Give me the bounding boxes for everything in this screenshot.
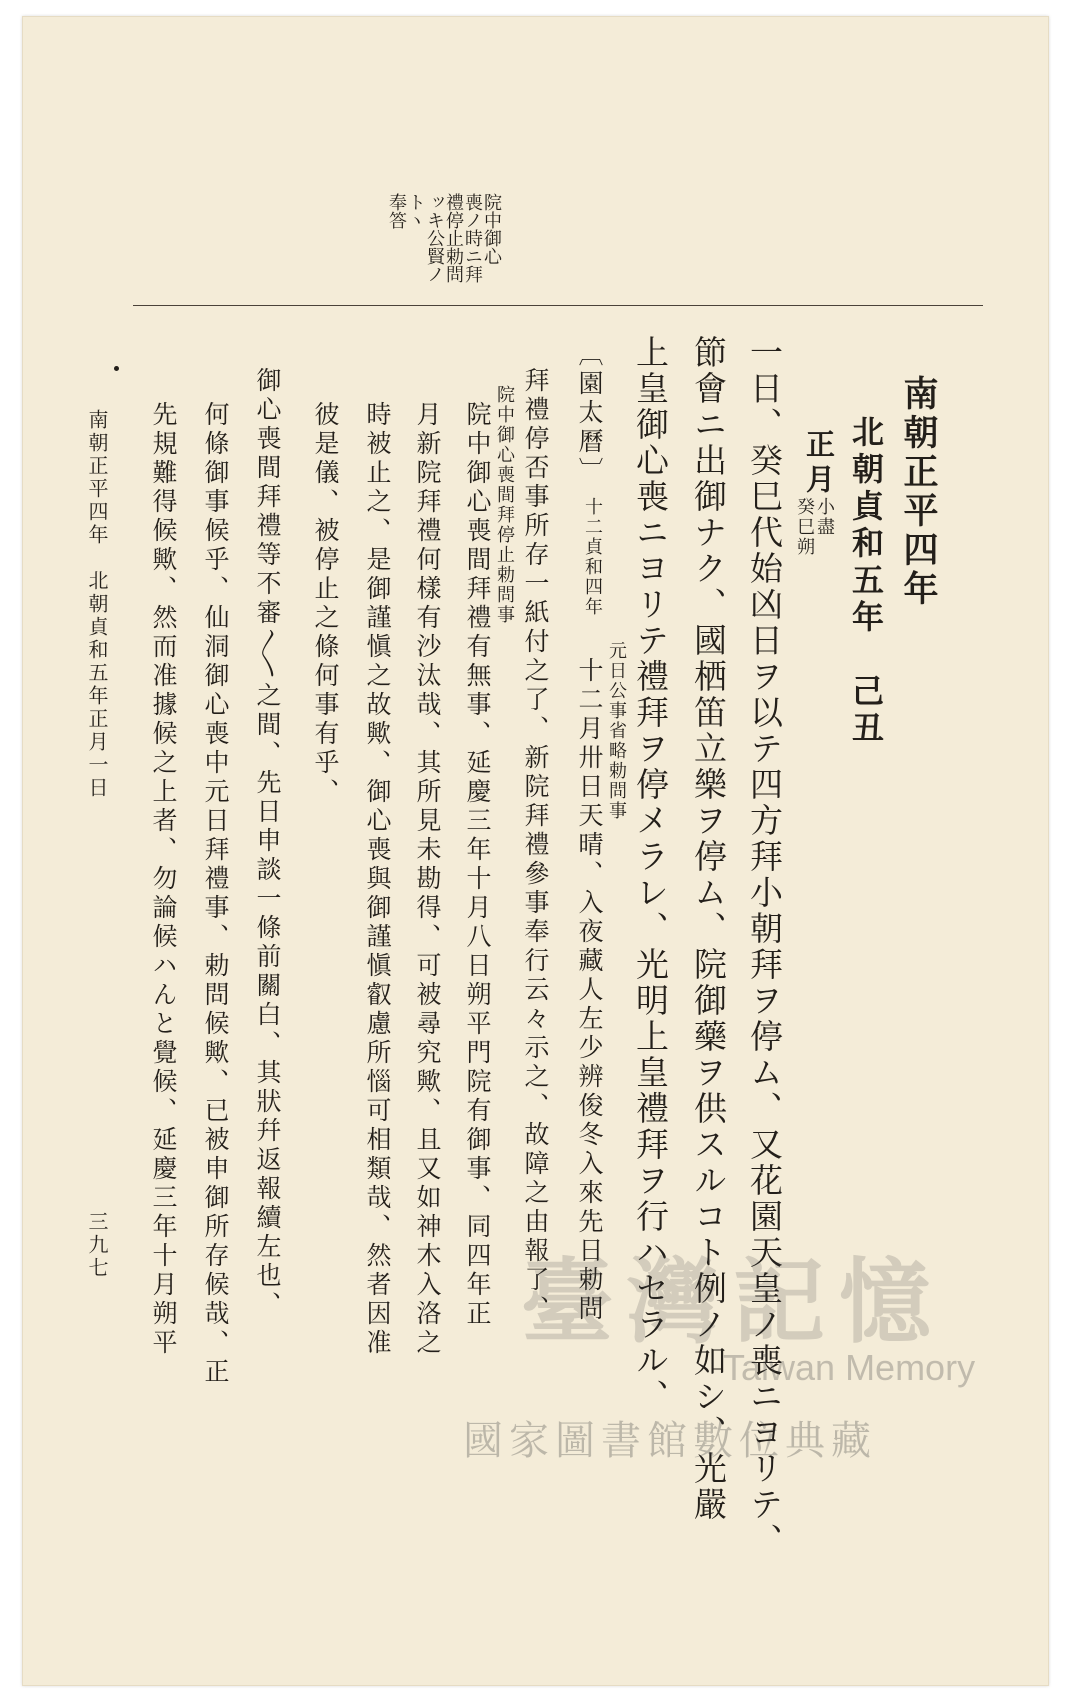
entry-column-9: 彼是儀、被停止之條何事有乎、 (311, 401, 340, 807)
header-rule (133, 305, 983, 306)
margin-note-col (463, 193, 482, 303)
margin-dot (114, 366, 119, 371)
margin-note-line-2: 喪ノ時ニ拜 (462, 193, 483, 283)
month-note: 小盡 (814, 497, 835, 537)
watermark-chinese: 國家圖書館數位典藏 (463, 1418, 877, 1464)
entry-column-1: 一日、癸巳代始凶日ヲ以テ四方拜小朝拜ヲ停ム、又花園天皇ノ喪ニヨリテ、 (745, 335, 784, 1559)
citation: 〔園太曆〕 (575, 341, 604, 486)
entry-column-6: 院中御心喪間拜禮有無事、延慶三年十月八日朔平門院有御事、同四年正 (463, 401, 492, 1329)
entry-column-5: 拜禮停否事所存一紙付之了、新院拜禮參事奉行云々示之、故障之由報了、 (521, 367, 550, 1324)
entry-column-8: 時被止之、是御謹愼之故歟、御心喪與御謹愼叡慮所惱可相類哉、然者因准 (363, 401, 392, 1358)
entry-column-3: 上皇御心喪ニヨリテ禮拜ヲ停メラレ、光明上皇禮拜ヲ行ハセラル、 (631, 335, 670, 1415)
title-line-2: 北朝貞和五年 己丑 (847, 415, 885, 748)
margin-note-col (444, 193, 463, 303)
entry-column-11: 何條御事候乎、仙洞御心喪中元日拜禮事、勅問候歟、已被申御所存候哉、正 (201, 401, 230, 1387)
page-number: 三九七 (85, 1211, 109, 1280)
margin-note-col (425, 193, 444, 303)
margin-note-line-3: 禮停止勅問 (443, 193, 464, 283)
margin-note-col (482, 193, 501, 303)
subheading-note: 院中御心喪間拜停止勅問事 (494, 385, 515, 625)
month-note-2: 癸巳朔 (794, 497, 815, 557)
margin-note-line-4: ッキ公賢ノ (424, 193, 445, 283)
margin-note-line-5: トヽ (405, 193, 426, 229)
title-line-1: 南朝正平四年 (898, 375, 939, 609)
margin-note-line-1: 院中御心 (481, 193, 502, 265)
citation-subject-note: 元日公事省略勅問事 (606, 641, 627, 821)
entry-column-10: 御心喪間拜禮等不審〳〵之間、先日申談一條前關白、其狀幷返報續左也、 (253, 367, 282, 1320)
entry-column-12: 先規難得候歟、然而准據候之上者、勿論候ハんと覺候、延慶三年十月朔平 (149, 401, 178, 1358)
entry-column-7: 月新院拜禮何樣有沙汰哉、其所見未勘得、可被尋究歟、且又如神木入洛之 (413, 401, 442, 1358)
entry-column-2: 節會ニ出御ナク、國栖笛立樂ヲ停ム、院御藥ヲ供スルコト例ノ如シ、光嚴 (689, 335, 728, 1523)
running-head: 南朝正平四年 北朝貞和五年正月一日 (85, 409, 109, 800)
margin-note-col (406, 193, 425, 303)
watermark-graphic: 臺灣記憶 (521, 1248, 946, 1356)
margin-note (387, 193, 406, 303)
month-heading: 正月 (802, 429, 836, 499)
margin-note-line-6: 奉答 (386, 193, 407, 229)
watermark-english: Taiwan Memory (723, 1347, 976, 1388)
citation-note: 十二貞和四年 (582, 497, 603, 617)
entry-column-4: 十二月卅日天晴、入夜藏人左少辨俊冬入來先日勅問 (575, 657, 604, 1324)
document-page (22, 16, 1049, 1686)
